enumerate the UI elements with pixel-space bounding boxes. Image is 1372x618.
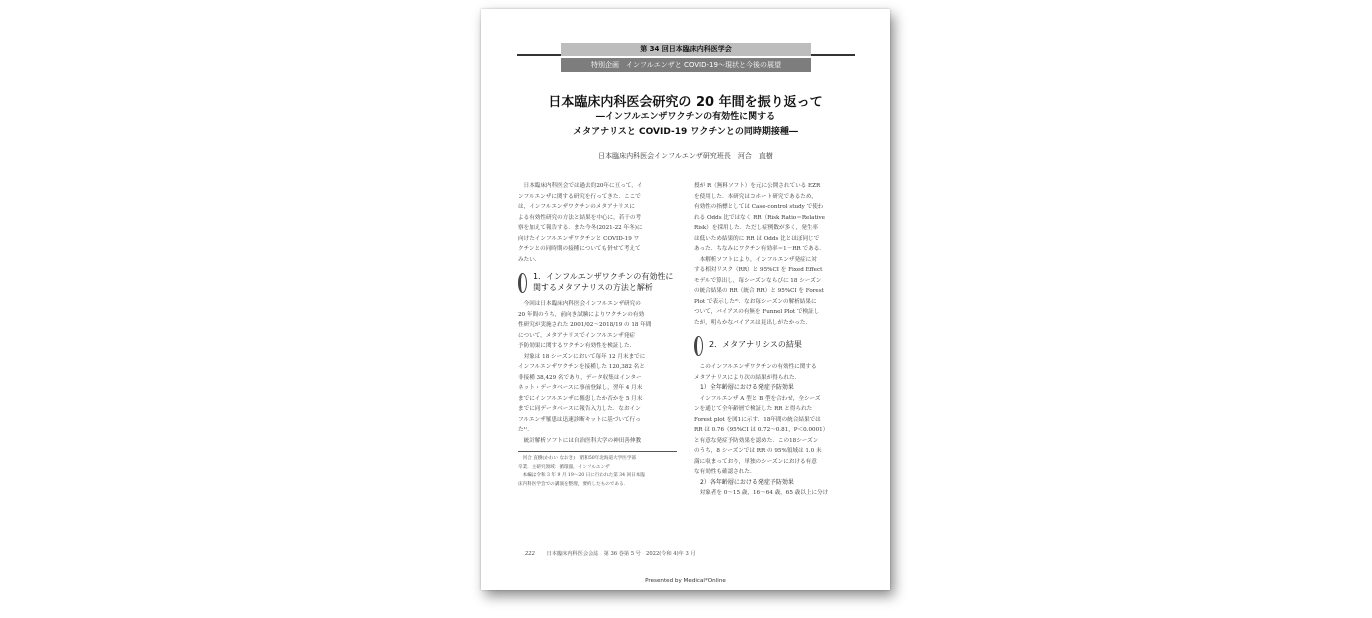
body-line: Forest plot を図1に示す．18年間の統合結果では — [694, 416, 821, 423]
body-line: インフルエンザ A 型と B 型を合わせ，全シーズ — [694, 395, 821, 402]
body-line: ネット・データベースに事前登録し，翌年 4 月末 — [518, 385, 643, 391]
footnote-line: 卒業．主研究領域：循環器，インフルエンザ — [518, 464, 610, 470]
body-line: する相対リスク（RR）と 95%CI を Fixed Effect — [694, 267, 823, 273]
body-line: を使用した．本研究はコホート研究であるため， — [694, 193, 817, 200]
left-column — [518, 181, 677, 489]
body-line: 20 年間のうち，前向き試験によりワクチンの有効 — [518, 311, 645, 318]
body-line: 満に収まっており，単独のシーズンにおける有意 — [694, 458, 817, 465]
body-line: ンフルエンザに関する研究を行ってきた．ここで — [518, 193, 641, 200]
body-line: 本解析ソフトにより，インフルエンザ発症に対 — [694, 256, 817, 263]
section-1-heading — [518, 271, 677, 293]
author-line: 日本臨床内科医会インフルエンザ研究班長 河合 直樹 — [598, 152, 773, 160]
body-line: ついて，バイアスの有無を Funnel Plot で検証し — [694, 309, 820, 315]
body-line: 今回は日本臨床内科医会インフルエンザ研究の — [518, 301, 641, 307]
body-line: までにインフルエンザに罹患したか否かを 5 月末 — [518, 395, 643, 402]
right-column — [694, 181, 853, 499]
body-line: は低いため結果的に RR は Odds 比とほぼ同じで — [694, 235, 820, 242]
section-marker-icon — [518, 273, 527, 293]
section-2-title: 2．メタアナリシスの結果 — [709, 340, 802, 349]
article-title: 日本臨床内科医会研究の 20 年間を振り返って — [548, 95, 823, 110]
article-subtitle-1: ―インフルエンザワクチンの有効性に関する — [595, 112, 776, 122]
body-line: あった．ちなみにワクチン有効率＝1－RR である． — [694, 246, 825, 252]
page-number: 222 — [525, 551, 535, 557]
body-line: よる有効性研究の方法と結果を中心に，若干の考 — [518, 214, 642, 221]
body-line: について，メタアナリスでインフルエンザ発症 — [518, 332, 635, 339]
body-line: みたい． — [518, 256, 541, 263]
conference-banner: 第 34 回日本臨床内科医学会 — [561, 43, 811, 56]
article-subtitle-2: メタアナリスと COVID-19 ワクチンとの同時期接種― — [573, 127, 798, 137]
body-line: た¹⁾． — [518, 427, 533, 433]
body-line: メタアナリスにより次の結果が得られた． — [694, 374, 801, 381]
body-line: このインフルエンザワクチンの有効性に関する — [694, 364, 817, 370]
document-page — [481, 9, 890, 590]
body-line: 察を加えて報告する．また今冬(2021-22 年冬)に — [518, 225, 643, 231]
section-2-heading — [694, 334, 853, 356]
body-line: 授が R（無料ソフト）を元に公開されている EZR — [694, 183, 821, 189]
body-line: は，インフルエンザワクチンのメタアナリスに — [518, 204, 635, 210]
body-line: 日本臨床内科医会では過去約20年に亘って，イ — [518, 183, 643, 189]
subsection-1-title: 1）全年齢層における発症予防効果 — [694, 384, 794, 391]
body-line: 対象は 18 シーズンにおいて毎年 12 月末までに — [518, 353, 646, 360]
subsection-2-title: 2）各年齢層における発症予防効果 — [694, 478, 794, 486]
body-line: 有効性の指標としては Case-control study で使わ — [694, 204, 824, 210]
body-line: 統計解析ソフトには自治医科大学の神田善伸教 — [518, 437, 642, 444]
footnote-line: 本編は令和 3 年 9 月 19〜20 日に行われた第 34 回日本臨 — [518, 473, 645, 478]
page-footer — [525, 550, 696, 557]
journal-citation: 日本臨床内科医会会誌 第 36 巻第 5 号 2022(令和 4)年 3 月 — [546, 551, 696, 557]
body-line: な有効性も確認された． — [694, 469, 756, 475]
body-line: RR は 0.76（95%CI は 0.72〜0.81，P＜0.0001） — [694, 427, 829, 433]
body-line: 対象者を 0〜15 歳，16〜64 歳，65 歳以上に分け — [694, 490, 829, 496]
footnote-line: 河合 直樹(かわい なおき) 昭和50年北海道大学医学部 — [518, 456, 637, 461]
section-1-title: 1．インフルエンザワクチンの有効性に関するメタアナリスの方法と解析 — [533, 272, 674, 292]
body-line: Plot で表示した²⁾．なお毎シーズンの解析結果に — [694, 298, 817, 305]
body-line: までに同データベースに報告入力した．なおイン — [518, 406, 641, 412]
body-line: インフルエンザワクチンを接種した 120,382 名と — [518, 364, 645, 370]
footnote-line: 床内科医学会での講演を整理，要約したものである． — [518, 481, 629, 487]
body-line: クチンとの同時期の接種についても併せて考えて — [518, 246, 641, 252]
body-line: れる Odds 比ではなく RR（Risk Ratio＝Relative — [694, 214, 825, 221]
body-line: たが，明らかなバイアスは見出しがたかった． — [694, 319, 812, 326]
body-line: 性研究が実施された 2001/02〜2018/19 の 18 年間 — [518, 322, 652, 328]
special-feature-banner: 特別企画 インフルエンザと COVID-19〜現状と今後の展望 — [561, 58, 811, 72]
body-line: のうち，8 シーズンでは RR の 95%領域は 1.0 未 — [694, 448, 822, 454]
body-line: モデルで算出し，毎シーズンならびに 18 シーズン — [694, 277, 822, 284]
body-line: の統合結果の RR（統合 RR）と 95%CI を Forest — [694, 288, 824, 294]
body-line: Risk）を採用した．ただし症例数が多く，発生率 — [694, 225, 819, 231]
footnote-rule — [518, 451, 677, 452]
body-line: ンを通じて全年齢層で検証した RR と得られた — [694, 406, 813, 412]
presented-by: Presented by Medical*Online — [645, 578, 726, 584]
body-line: と有意な発症予防効果を認めた．この18シーズン — [694, 437, 819, 444]
body-line: 予防効果に関するワクチン有効性を検証した． — [518, 343, 636, 349]
body-line: フルエンザ罹患は迅速診断キットに基づいて行っ — [518, 416, 641, 423]
section-marker-icon — [694, 336, 703, 356]
body-line: 非接種 38,429 名であり，データ収集はインター — [518, 374, 642, 381]
body-line: 向けたインフルエンザワクチンと COVID-19 ワ — [518, 235, 640, 242]
